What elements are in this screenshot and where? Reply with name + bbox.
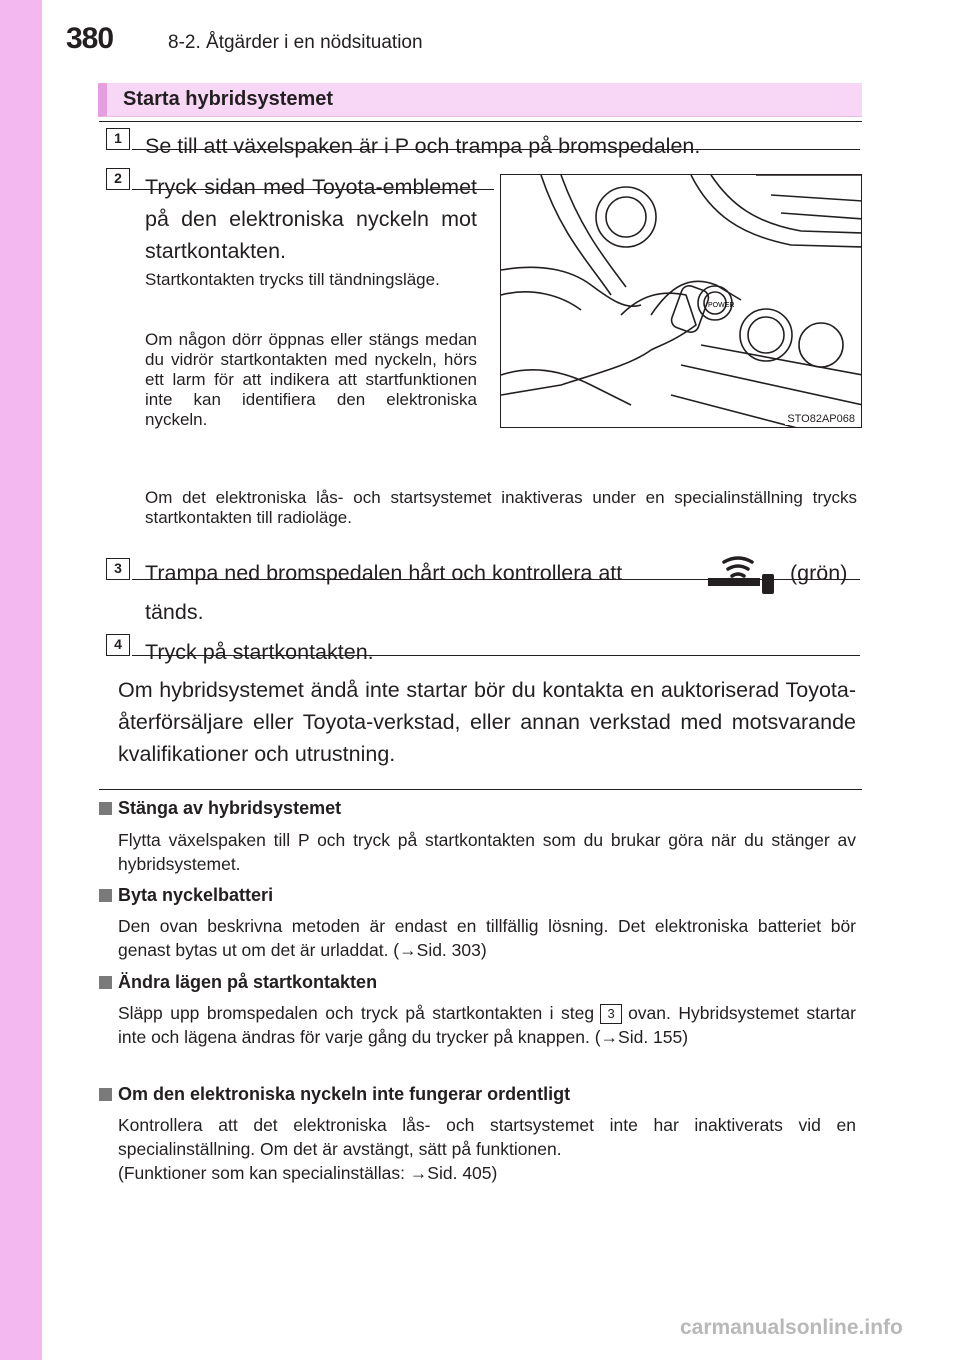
note-body-2 [118, 914, 856, 962]
step-reference: 3 [600, 1004, 622, 1024]
power-button-label: POWER [708, 302, 735, 309]
step-3-text-before: Trampa ned bromspedalen hårt och kontrollera att [145, 561, 623, 585]
arrow-icon: → [399, 940, 417, 960]
note-text: Släpp upp bromspedalen och tryck på startkontakten i steg [118, 1003, 595, 1023]
step-3-text-after: (grön) [790, 561, 848, 585]
note-text-line-2 [118, 1161, 856, 1185]
page-reference-link[interactable]: Sid. 303) [416, 940, 487, 960]
watermark: carmanualsonline.info [680, 1316, 903, 1339]
page-reference-link[interactable]: Sid. 405) [427, 1163, 498, 1183]
note-heading-2 [99, 885, 273, 906]
note-title: Ändra lägen på startkontakten [118, 972, 378, 992]
note-text: ovan. Hybridsystemet startar inte och lägena ändras för varje gång du trycker på knappen. ( [118, 1003, 856, 1047]
section-header-title: Starta hybridsystemet [123, 88, 334, 110]
image-code: STO82AP068 [787, 413, 855, 425]
note-heading-1 [99, 798, 341, 819]
start-switch-illustration [500, 174, 862, 428]
closing-paragraph: Om hybridsystemet ändå inte startar bör du kontakta en auktoriserad Toyota-återförsäljare eller Toyota-verkstad, eller annan verkstad med motsvarande kvalifikationer och utrustning. [118, 678, 856, 766]
note-text: Den ovan beskrivna metoden är endast en tillfällig lösning. Det elektroniska batteriet bör genast bytas ut om det är urladdat. ( [118, 916, 856, 960]
page-reference-link[interactable]: Sid. 155) [618, 1027, 689, 1047]
step-1-text: Se till att växelspaken är i P och trampa på bromspedalen. [145, 134, 701, 158]
square-bullet-icon [99, 976, 112, 989]
step-3-text-end: tänds. [145, 600, 204, 624]
square-bullet-icon [99, 1088, 112, 1101]
note-text: (Funktioner som kan specialinställas: [118, 1163, 410, 1183]
note-text: Kontrollera att det elektroniska lås- och startsystemet inte har inaktiverats vid en specialinställning. Om det är avstängt, sätt på funktionen. [118, 1115, 856, 1159]
square-bullet-icon [99, 802, 112, 815]
step-number-3: 3 [106, 558, 130, 580]
section-title: 8-2. Åtgärder i en nödsituation [168, 32, 423, 53]
note-body-3 [118, 1001, 856, 1049]
note-body-4 [118, 1113, 856, 1185]
divider [99, 789, 862, 790]
step-number-2: 2 [106, 168, 130, 190]
note-title: Byta nyckelbatteri [118, 885, 274, 905]
page-number: 380 [66, 22, 114, 55]
divider [99, 121, 862, 122]
arrow-icon: → [409, 1163, 428, 1183]
step-number-1: 1 [106, 128, 130, 150]
step-2-note-1: Startkontakten trycks till tändningsläge. [145, 270, 440, 289]
note-title: Om den elektroniska nyckeln inte fungerar ordentligt [118, 1084, 571, 1104]
hand-key-illustration [501, 175, 862, 428]
note-heading-4 [99, 1084, 570, 1105]
step-number-4: 4 [106, 634, 130, 656]
note-heading-3 [99, 972, 377, 993]
arrow-icon: → [600, 1027, 619, 1047]
section-header [98, 83, 862, 117]
ready-indicator-icon [706, 552, 778, 596]
square-bullet-icon [99, 889, 112, 902]
note-title: Stänga av hybridsystemet [118, 798, 342, 818]
note-body-1: Flytta växelspaken till P och tryck på startkontakten som du brukar göra när du stänger av hybridsystemet. [118, 830, 856, 874]
page-side-tab [0, 0, 42, 1360]
step-4-text: Tryck på startkontakten. [145, 640, 374, 664]
step-2-note-2: Om någon dörr öppnas eller stängs medan du vidrör startkontakten med nyckeln, hörs ett larm för att indikera att startfunktionen inte kan identifiera den elektroniska nyckeln. [145, 330, 477, 429]
step-2-text: Tryck sidan med Toyota-emblemet på den elektroniska nyckeln mot startkontakten. [145, 175, 477, 263]
step-2-note-3: Om det elektroniska lås- och startsystemet inaktiveras under en specialinställning trycks startkontakten till radioläge. [145, 488, 857, 527]
